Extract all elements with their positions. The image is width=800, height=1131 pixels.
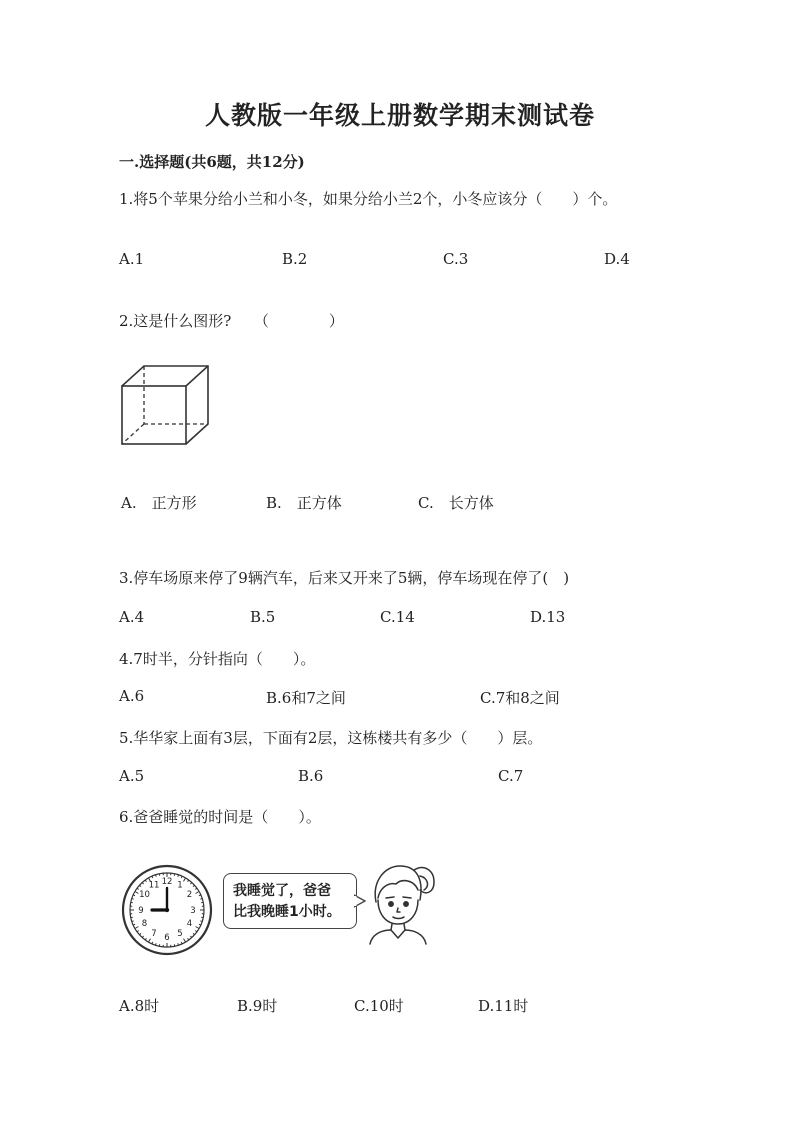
clock-tick [156, 875, 157, 877]
question-1-option-c[interactable]: C.3 [443, 250, 469, 268]
question-3-option-c[interactable]: C.14 [380, 608, 415, 626]
clock-tick [178, 943, 179, 945]
question-5-text: 5.华华家上面有3层，下面有2层，这栋楼共有多少（ ）层。 [119, 729, 543, 747]
clock-number: 6 [164, 933, 170, 943]
clock-number: 4 [186, 919, 193, 929]
page-title: 人教版一年级上册数学期末测试卷 [204, 101, 595, 130]
clock-tick [200, 899, 202, 900]
question-5-option-c[interactable]: C.7 [498, 767, 524, 785]
question-2-option-b[interactable]: B. 正方体 [266, 494, 342, 512]
speech-line-2: 比我晚睡1小时。 [233, 904, 341, 920]
question-6-text: 6.爸爸睡觉的时间是（ ）。 [119, 808, 321, 826]
clock-number: 8 [141, 919, 148, 929]
question-4-option-c[interactable]: C.7和8之间 [480, 689, 560, 707]
girl-illustration [362, 860, 444, 946]
section-heading: 一.选择题(共6题，共12分) [119, 153, 305, 171]
clock-tick [200, 921, 202, 922]
question-1-option-a[interactable]: A.1 [119, 250, 145, 268]
clock-number: 3 [190, 906, 196, 916]
clock-number: 10 [139, 890, 150, 900]
question-2-text: 2.这是什么图形? （ ） [119, 312, 344, 330]
question-6-option-a[interactable]: A.8时 [119, 997, 160, 1015]
clock-number: 1 [177, 880, 183, 891]
question-3-option-a[interactable]: A.4 [119, 608, 145, 626]
question-6-option-b[interactable]: B.9时 [237, 997, 278, 1015]
clock-tick [132, 921, 134, 922]
clock-number: 5 [177, 929, 183, 939]
clock-number: 12 [161, 877, 173, 887]
question-2-option-c[interactable]: C. 长方体 [418, 494, 494, 512]
question-3-text: 3.停车场原来停了9辆汽车，后来又开来了5辆，停车场现在停了( ) [119, 569, 570, 587]
question-4-text: 4.7时半，分针指向（ ）。 [119, 650, 316, 668]
clock-number: 11 [148, 880, 160, 891]
question-5-option-b[interactable]: B.6 [298, 767, 324, 785]
question-2-option-a[interactable]: A. 正方形 [121, 494, 197, 512]
question-1-option-d[interactable]: D.4 [604, 250, 630, 268]
clock-number: 7 [151, 929, 157, 939]
clock-number: 9 [138, 906, 144, 916]
question-6-option-d[interactable]: D.11时 [478, 997, 529, 1015]
question-4-option-a[interactable]: A.6 [119, 687, 145, 705]
clock-tick [178, 875, 179, 877]
question-3-option-b[interactable]: B.5 [250, 608, 276, 626]
speech-bubble [223, 873, 357, 929]
cube-figure [120, 364, 216, 448]
clock-number: 2 [186, 890, 193, 900]
question-6-option-c[interactable]: C.10时 [354, 997, 404, 1015]
question-3-option-d[interactable]: D.13 [530, 608, 566, 626]
clock-tick [132, 899, 134, 900]
clock-tick [156, 943, 157, 945]
speech-line-1: 我睡觉了，爸爸 [233, 883, 331, 899]
clock-icon [121, 864, 213, 956]
question-4-option-b[interactable]: B.6和7之间 [266, 689, 346, 707]
question-1-text: 1.将5个苹果分给小兰和小冬，如果分给小兰2个，小冬应该分（ ）个。 [119, 190, 618, 208]
question-5-option-a[interactable]: A.5 [119, 767, 145, 785]
question-1-option-b[interactable]: B.2 [282, 250, 308, 268]
